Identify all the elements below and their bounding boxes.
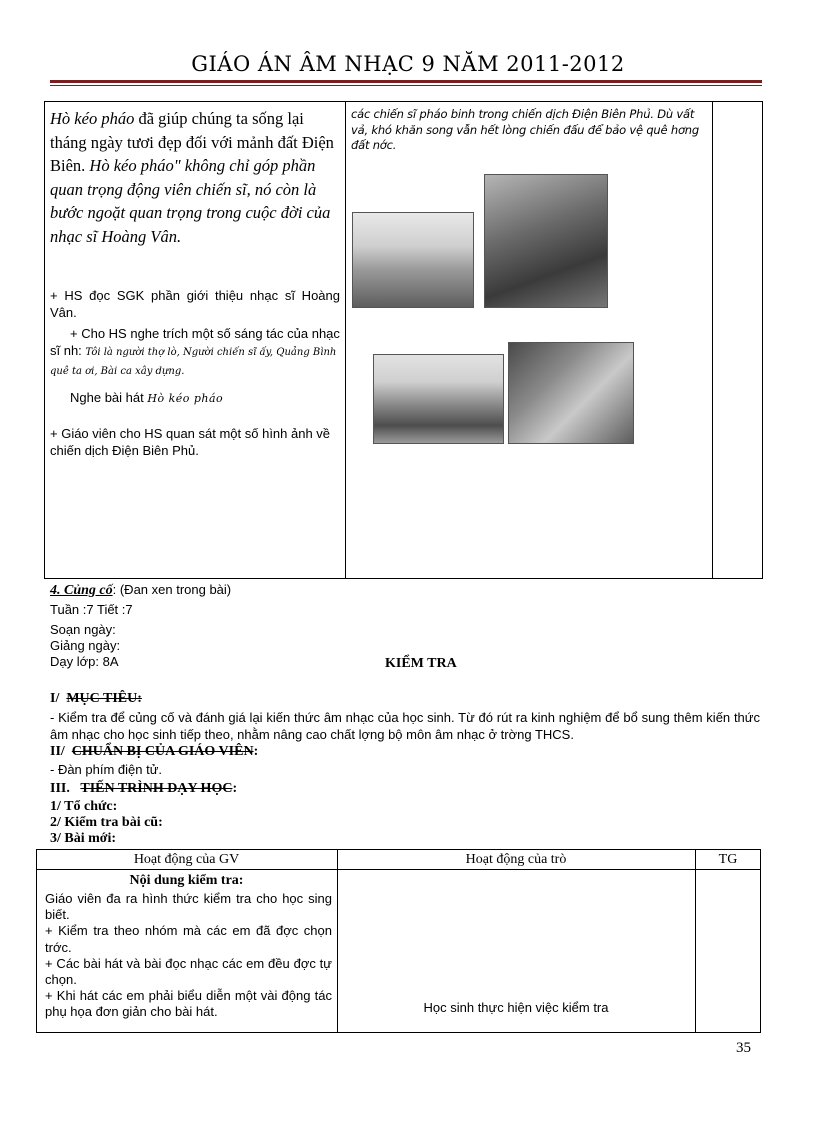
section-process-heading [50, 781, 237, 797]
photo-victory-flag [373, 354, 504, 444]
right-cell-text: các chiến sĩ pháo binh trong chiến dịch Điện Biên Phủ. Dù vất vả, khó khăn song vẫn hết lòng chiến đấu để bảo vệ quê hơng đất nớc. [351, 107, 699, 152]
section-title: MỤC TIÊU: [66, 691, 142, 706]
page-header-title: GIÁO ÁN ÂM NHẠC 9 NĂM 2011-2012 [191, 52, 625, 76]
activity-listen-song [70, 389, 340, 407]
intro-song-title: Hò kéo pháo [50, 109, 135, 128]
teacher-activity-line: + Các bài hát và bài đọc nhạc các em đều đợc tự chọn. [45, 955, 332, 988]
activity-read-sgk: + HS đọc SGK phần giới thiệu nhạc sĩ Hoàng Vân. [50, 288, 340, 320]
consolidation-label: 4. Củng cố [50, 583, 113, 598]
exam-content-title: Nội dung kiểm tra: [129, 873, 244, 888]
table-header-divider [36, 869, 761, 870]
consolidation-line [50, 582, 231, 598]
prepared-date: Soạn ngày: [50, 622, 116, 637]
activity-listen-works [50, 325, 340, 380]
section-tail: : [253, 744, 259, 759]
objectives-text: - Kiểm tra để củng cố và đánh giá lại kiến thức âm nhạc của học sinh. Từ đó rút ra kinh nghiệm để bổ sung thêm kiến thức âm nhạc cho học sinh tiếp theo, nhằm nâng cao chất lợng bộ môn âm nhạc ở trờng THCS. [50, 710, 760, 742]
table-column-divider [345, 101, 346, 579]
table-column-divider [712, 101, 713, 579]
section-title: TIẾN TRÌNH DẠY HỌC [80, 781, 233, 796]
teacher-activity-line: + Khi hát các em phải biểu diễn một vài động tác phụ họa đơn giản cho bài hát. [45, 988, 332, 1020]
lesson-title: KIỂM TRA [385, 656, 457, 671]
header-rule-thin [50, 85, 762, 86]
teacher-activity-line: Giáo viên đa ra hình thức kiểm tra cho học sing biết. [45, 891, 332, 923]
header-rule [50, 80, 762, 83]
step-check-old-lesson: 2/ Kiểm tra bài cũ: [50, 815, 163, 830]
photo-artillery-pulling [352, 212, 474, 308]
taught-date: Giảng ngày: [50, 638, 121, 653]
listen-lead: Nghe bài hát [70, 390, 144, 405]
activity-listen-lead: + Cho HS nghe trích một số sáng tác của nhạc sĩ nh: [50, 326, 340, 358]
section-preparation-heading [50, 744, 258, 760]
listen-song-title: Hò kéo pháo [147, 392, 224, 405]
step-organization: 1/ Tổ chức: [50, 799, 118, 814]
intro-text-1: đã giúp chúng ta sống lại tháng ngày tươi đẹp đối với mảnh đất Điện Biên. [50, 109, 334, 175]
intro-text-2: Hò kéo pháo" không chỉ góp phần quan trọng động viên chiến sĩ, nó còn là bước ngoặt quan trọng trong cuộc đời của nhạc sĩ Hoàng Vân. [50, 156, 331, 246]
class-info: Dạy lớp: 8A [50, 654, 119, 669]
student-activity-text: Học sinh thực hiện việc kiểm tra [423, 1000, 609, 1015]
section-objectives-heading [50, 691, 142, 707]
table-column-divider [695, 849, 696, 1033]
section-title: CHUẨN BỊ CỦA GIÁO VIÊN [71, 744, 254, 759]
photo-commanders-meeting [508, 342, 634, 444]
header-student-activity: Hoạt động của trò [465, 852, 567, 867]
page-number: 35 [736, 1040, 751, 1056]
teacher-activity-text [45, 891, 332, 1021]
step-new-lesson: 3/ Bài mới: [50, 831, 117, 846]
intro-paragraph [50, 107, 340, 248]
song-list: Tôi là người thợ lò, Người chiến sĩ ấy, Quảng Bình quê ta ơi, Bài ca xây dựng. [50, 347, 337, 377]
section-number: I/ [50, 691, 60, 706]
section-number: II/ [50, 744, 65, 759]
section-number: III. [50, 781, 70, 796]
teacher-activity-line: + Kiểm tra theo nhóm mà các em đã đợc chọn trớc. [45, 923, 332, 955]
section-tail: : [232, 781, 238, 796]
header-time: TG [718, 852, 738, 867]
week-period: Tuần :7 Tiết :7 [50, 602, 133, 617]
header-teacher-activity: Hoạt động của GV [133, 852, 240, 867]
consolidation-text: : (Đan xen trong bài) [112, 582, 232, 597]
activity-observe-images: + Giáo viên cho HS quan sát một số hình ảnh về chiến dịch Điện Biên Phủ. [50, 426, 331, 458]
photo-soldiers-trench [484, 174, 608, 308]
preparation-text: - Đàn phím điện tử. [50, 762, 163, 777]
